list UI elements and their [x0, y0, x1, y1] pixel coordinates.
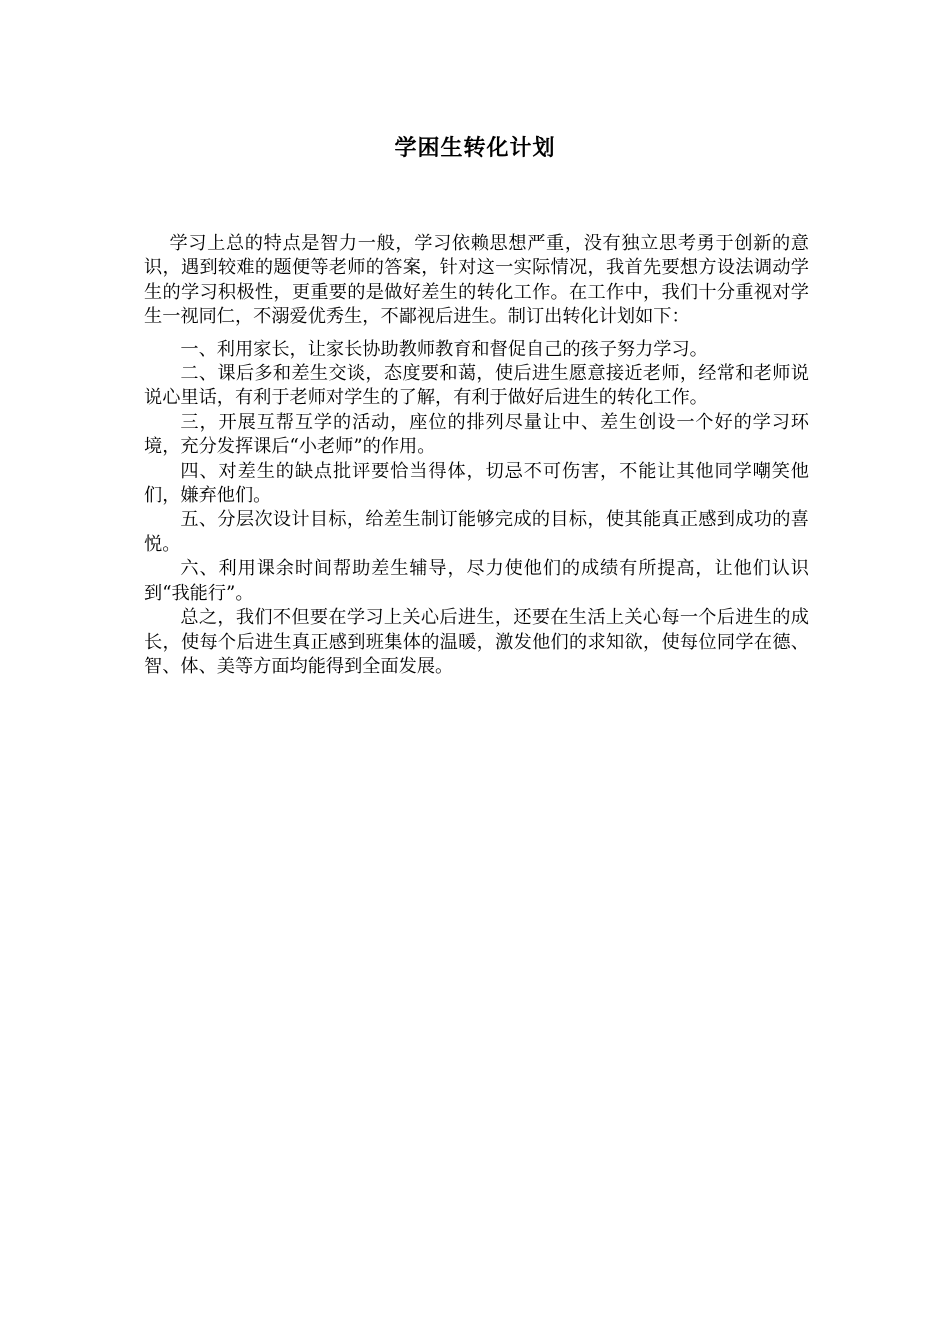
plan-item-4: 四、对差生的缺点批评要恰当得体，切忌不可伤害，不能让其他同学嘲笑他们，嫌弃他们。 — [144, 460, 809, 507]
document-title: 学困生转化计划 — [394, 136, 556, 161]
plan-item-1: 一、利用家长，让家长协助教师教育和督促自己的孩子努力学习。 — [180, 338, 708, 360]
plan-item-2: 二、课后多和差生交谈，态度要和蔼，使后进生愿意接近老师，经常和老师说说心里话，有利于老师对学生的了解，有利于做好后进生的转化工作。 — [144, 363, 809, 409]
document-body — [144, 232, 809, 679]
plan-item-5: 五、分层次设计目标，给差生制订能够完成的目标，使其能真正感到成功的喜悦。 — [144, 509, 809, 555]
plan-item-6: 六、利用课余时间帮助差生辅导，尽力使他们的成绩有所提高，让他们认识到“我能行”。 — [144, 558, 809, 604]
conclusion-paragraph: 总之，我们不但要在学习上关心后进生，还要在生活上关心每一个后进生的成长，使每个后进生真正感到班集体的温暖，激发他们的求知欲，使每位同学在德、智、体、美等方面均能得到全面发展。 — [144, 607, 809, 677]
intro-paragraph: 学习上总的特点是智力一般，学习依赖思想严重，没有独立思考勇于创新的意识，遇到较难的题便等老师的答案，针对这一实际情况，我首先要想方设法调动学生的学习积极性，更重要的是做好差生的转化工作。在工作中，我们十分重视对学生一视同仁，不溺爱优秀生，不鄙视后进生。制订出转化计划如下： — [144, 233, 809, 328]
plan-item-3: 三，开展互帮互学的活动，座位的排列尽量让中、差生创设一个好的学习环境，充分发挥课后“小老师”的作用。 — [144, 411, 809, 458]
